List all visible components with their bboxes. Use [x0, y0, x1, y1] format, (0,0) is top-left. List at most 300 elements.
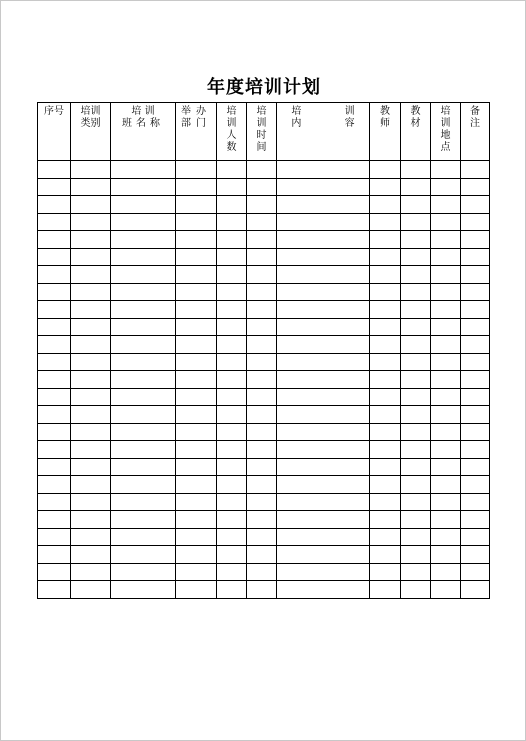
- page-title: 年度培训计划: [207, 77, 321, 98]
- header-xuhao: 序号: [38, 103, 71, 161]
- table-cell-peixun-didian[interactable]: [431, 248, 461, 266]
- table-cell-peixun-leibie[interactable]: [71, 423, 111, 441]
- table-cell-peixun-didian[interactable]: [431, 458, 461, 476]
- table-cell-jiaoshi[interactable]: [370, 511, 401, 529]
- table-cell-jiaocai[interactable]: [401, 528, 431, 546]
- table-cell-peixun-shijian[interactable]: [247, 371, 277, 389]
- header-peixun-shijian: 培 训 时 间: [247, 103, 277, 161]
- table-cell-peixun-shijian[interactable]: [247, 528, 277, 546]
- table-cell-beizhu[interactable]: [461, 493, 490, 511]
- table-cell-banming[interactable]: [111, 178, 176, 196]
- table-cell-banming[interactable]: [111, 406, 176, 424]
- table-cell-peixun-didian[interactable]: [431, 528, 461, 546]
- table-cell-banming[interactable]: [111, 476, 176, 494]
- table-cell-peixun-neirong[interactable]: [277, 231, 370, 249]
- table-cell-peixun-leibie[interactable]: [71, 371, 111, 389]
- table-cell-juban-bumen[interactable]: [176, 231, 217, 249]
- table-cell-xuhao[interactable]: [38, 406, 71, 424]
- table-cell-banming[interactable]: [111, 318, 176, 336]
- table-cell-jiaoshi[interactable]: [370, 458, 401, 476]
- table-cell-beizhu[interactable]: [461, 511, 490, 529]
- table-cell-juban-bumen[interactable]: [176, 441, 217, 459]
- table-cell-peixun-neirong[interactable]: [277, 161, 370, 179]
- table-cell-peixun-leibie[interactable]: [71, 196, 111, 214]
- table-cell-peixun-renshu[interactable]: [217, 371, 247, 389]
- table-cell-beizhu[interactable]: [461, 231, 490, 249]
- table-cell-juban-bumen[interactable]: [176, 563, 217, 581]
- table-row: [38, 388, 490, 406]
- table-cell-beizhu[interactable]: [461, 353, 490, 371]
- table-cell-peixun-neirong[interactable]: [277, 213, 370, 231]
- table-cell-peixun-leibie[interactable]: [71, 563, 111, 581]
- table-cell-jiaoshi[interactable]: [370, 493, 401, 511]
- table-cell-peixun-shijian[interactable]: [247, 563, 277, 581]
- table-cell-jiaocai[interactable]: [401, 336, 431, 354]
- table-cell-xuhao[interactable]: [38, 546, 71, 564]
- table-cell-xuhao[interactable]: [38, 388, 71, 406]
- table-cell-jiaoshi[interactable]: [370, 196, 401, 214]
- table-cell-xuhao[interactable]: [38, 196, 71, 214]
- table-row: [38, 318, 490, 336]
- table-cell-jiaoshi[interactable]: [370, 231, 401, 249]
- table-cell-peixun-leibie[interactable]: [71, 266, 111, 284]
- training-plan-table: [37, 102, 490, 599]
- table-cell-peixun-neirong[interactable]: [277, 458, 370, 476]
- table-cell-peixun-shijian[interactable]: [247, 213, 277, 231]
- table-cell-juban-bumen[interactable]: [176, 528, 217, 546]
- table-cell-jiaocai[interactable]: [401, 458, 431, 476]
- table-cell-jiaocai[interactable]: [401, 353, 431, 371]
- table-cell-peixun-neirong[interactable]: [277, 353, 370, 371]
- table-row: [38, 283, 490, 301]
- table-cell-jiaocai[interactable]: [401, 266, 431, 284]
- table-row: [38, 231, 490, 249]
- table-row: [38, 178, 490, 196]
- table-cell-peixun-neirong[interactable]: [277, 493, 370, 511]
- table-cell-peixun-leibie[interactable]: [71, 441, 111, 459]
- table-cell-juban-bumen[interactable]: [176, 511, 217, 529]
- table-cell-peixun-neirong[interactable]: [277, 423, 370, 441]
- table-cell-peixun-leibie[interactable]: [71, 511, 111, 529]
- table-cell-jiaocai[interactable]: [401, 196, 431, 214]
- table-cell-peixun-didian[interactable]: [431, 196, 461, 214]
- table-cell-juban-bumen[interactable]: [176, 458, 217, 476]
- table-cell-xuhao[interactable]: [38, 423, 71, 441]
- table-cell-banming[interactable]: [111, 248, 176, 266]
- table-cell-beizhu[interactable]: [461, 441, 490, 459]
- table-cell-banming[interactable]: [111, 581, 176, 599]
- table-cell-jiaocai[interactable]: [401, 423, 431, 441]
- table-cell-peixun-neirong[interactable]: [277, 266, 370, 284]
- table-cell-juban-bumen[interactable]: [176, 336, 217, 354]
- table-cell-peixun-shijian[interactable]: [247, 511, 277, 529]
- table-cell-peixun-neirong[interactable]: [277, 546, 370, 564]
- table-cell-peixun-neirong[interactable]: [277, 318, 370, 336]
- table-row: [38, 563, 490, 581]
- table-cell-peixun-shijian[interactable]: [247, 161, 277, 179]
- table-cell-peixun-leibie[interactable]: [71, 213, 111, 231]
- table-cell-juban-bumen[interactable]: [176, 248, 217, 266]
- table-cell-beizhu[interactable]: [461, 581, 490, 599]
- table-cell-peixun-neirong[interactable]: [277, 178, 370, 196]
- table-cell-jiaoshi[interactable]: [370, 318, 401, 336]
- table-cell-peixun-didian[interactable]: [431, 581, 461, 599]
- header-banming: 培 训 班名称: [111, 103, 176, 161]
- table-cell-peixun-leibie[interactable]: [71, 161, 111, 179]
- table-cell-peixun-neirong[interactable]: [277, 528, 370, 546]
- table-cell-peixun-leibie[interactable]: [71, 406, 111, 424]
- table-cell-peixun-didian[interactable]: [431, 336, 461, 354]
- table-cell-peixun-neirong[interactable]: [277, 388, 370, 406]
- table-cell-peixun-leibie[interactable]: [71, 546, 111, 564]
- table-cell-peixun-renshu[interactable]: [217, 511, 247, 529]
- table-cell-peixun-leibie[interactable]: [71, 248, 111, 266]
- table-cell-peixun-shijian[interactable]: [247, 318, 277, 336]
- table-cell-peixun-neirong[interactable]: [277, 441, 370, 459]
- table-cell-peixun-neirong[interactable]: [277, 476, 370, 494]
- table-cell-peixun-didian[interactable]: [431, 388, 461, 406]
- table-cell-jiaoshi[interactable]: [370, 336, 401, 354]
- table-cell-peixun-didian[interactable]: [431, 266, 461, 284]
- table-cell-xuhao[interactable]: [38, 231, 71, 249]
- table-cell-jiaocai[interactable]: [401, 213, 431, 231]
- table-row: [38, 161, 490, 179]
- table-cell-peixun-didian[interactable]: [431, 231, 461, 249]
- table-cell-jiaoshi[interactable]: [370, 353, 401, 371]
- table-cell-peixun-leibie[interactable]: [71, 301, 111, 319]
- table-row: [38, 196, 490, 214]
- header-jiaocai: 教 材: [401, 103, 431, 161]
- table-cell-peixun-didian[interactable]: [431, 178, 461, 196]
- table-row: [38, 353, 490, 371]
- table-cell-peixun-renshu[interactable]: [217, 318, 247, 336]
- table-cell-peixun-neirong[interactable]: [277, 336, 370, 354]
- table-cell-jiaoshi[interactable]: [370, 213, 401, 231]
- table-cell-peixun-renshu[interactable]: [217, 178, 247, 196]
- table-cell-peixun-renshu[interactable]: [217, 423, 247, 441]
- table-cell-jiaoshi[interactable]: [370, 371, 401, 389]
- table-cell-juban-bumen[interactable]: [176, 213, 217, 231]
- table-cell-banming[interactable]: [111, 196, 176, 214]
- table-cell-banming[interactable]: [111, 546, 176, 564]
- table-cell-jiaoshi[interactable]: [370, 178, 401, 196]
- table-cell-beizhu[interactable]: [461, 388, 490, 406]
- table-cell-juban-bumen[interactable]: [176, 353, 217, 371]
- table-cell-peixun-didian[interactable]: [431, 213, 461, 231]
- table-cell-xuhao[interactable]: [38, 301, 71, 319]
- table-cell-peixun-renshu[interactable]: [217, 546, 247, 564]
- table-cell-peixun-shijian[interactable]: [247, 406, 277, 424]
- table-cell-peixun-shijian[interactable]: [247, 388, 277, 406]
- header-peixun-didian: 培 训 地 点: [431, 103, 461, 161]
- table-cell-xuhao[interactable]: [38, 266, 71, 284]
- table-cell-xuhao[interactable]: [38, 161, 71, 179]
- table-cell-peixun-didian[interactable]: [431, 441, 461, 459]
- table-cell-banming[interactable]: [111, 441, 176, 459]
- table-cell-jiaocai[interactable]: [401, 248, 431, 266]
- header-peixun-renshu: 培 训 人 数: [217, 103, 247, 161]
- table-cell-beizhu[interactable]: [461, 546, 490, 564]
- table-cell-peixun-renshu[interactable]: [217, 388, 247, 406]
- table-cell-peixun-renshu[interactable]: [217, 476, 247, 494]
- table-cell-peixun-didian[interactable]: [431, 511, 461, 529]
- table-cell-peixun-neirong[interactable]: [277, 248, 370, 266]
- table-cell-xuhao[interactable]: [38, 283, 71, 301]
- table-cell-peixun-shijian[interactable]: [247, 353, 277, 371]
- table-cell-peixun-leibie[interactable]: [71, 476, 111, 494]
- table-cell-peixun-neirong[interactable]: [277, 196, 370, 214]
- table-cell-xuhao[interactable]: [38, 248, 71, 266]
- table-cell-juban-bumen[interactable]: [176, 318, 217, 336]
- table-cell-peixun-didian[interactable]: [431, 318, 461, 336]
- table-cell-banming[interactable]: [111, 161, 176, 179]
- table-cell-beizhu[interactable]: [461, 476, 490, 494]
- table-cell-jiaocai[interactable]: [401, 581, 431, 599]
- table-cell-jiaoshi[interactable]: [370, 546, 401, 564]
- table-cell-xuhao[interactable]: [38, 581, 71, 599]
- table-cell-peixun-renshu[interactable]: [217, 528, 247, 546]
- table-cell-jiaoshi[interactable]: [370, 406, 401, 424]
- table-cell-peixun-shijian[interactable]: [247, 231, 277, 249]
- table-cell-juban-bumen[interactable]: [176, 406, 217, 424]
- table-cell-juban-bumen[interactable]: [176, 196, 217, 214]
- table-cell-beizhu[interactable]: [461, 266, 490, 284]
- table-cell-peixun-didian[interactable]: [431, 423, 461, 441]
- table-cell-peixun-renshu[interactable]: [217, 231, 247, 249]
- table-cell-jiaoshi[interactable]: [370, 476, 401, 494]
- table-cell-banming[interactable]: [111, 283, 176, 301]
- table-cell-xuhao[interactable]: [38, 441, 71, 459]
- table-cell-jiaocai[interactable]: [401, 161, 431, 179]
- table-cell-peixun-shijian[interactable]: [247, 423, 277, 441]
- table-cell-juban-bumen[interactable]: [176, 581, 217, 599]
- table-cell-peixun-didian[interactable]: [431, 301, 461, 319]
- table-cell-beizhu[interactable]: [461, 406, 490, 424]
- table-cell-peixun-shijian[interactable]: [247, 476, 277, 494]
- table-cell-xuhao[interactable]: [38, 493, 71, 511]
- table-cell-jiaoshi[interactable]: [370, 248, 401, 266]
- table-cell-peixun-leibie[interactable]: [71, 528, 111, 546]
- table-cell-juban-bumen[interactable]: [176, 423, 217, 441]
- table-cell-banming[interactable]: [111, 528, 176, 546]
- table-cell-banming[interactable]: [111, 511, 176, 529]
- table-cell-peixun-renshu[interactable]: [217, 581, 247, 599]
- table-cell-peixun-leibie[interactable]: [71, 283, 111, 301]
- table-cell-xuhao[interactable]: [38, 511, 71, 529]
- table-cell-banming[interactable]: [111, 423, 176, 441]
- table-cell-beizhu[interactable]: [461, 528, 490, 546]
- table-cell-peixun-renshu[interactable]: [217, 283, 247, 301]
- table-cell-peixun-neirong[interactable]: [277, 406, 370, 424]
- table-cell-peixun-shijian[interactable]: [247, 178, 277, 196]
- table-cell-peixun-leibie[interactable]: [71, 493, 111, 511]
- table-cell-peixun-neirong[interactable]: [277, 581, 370, 599]
- table-cell-peixun-renshu[interactable]: [217, 353, 247, 371]
- table-cell-peixun-neirong[interactable]: [277, 511, 370, 529]
- table-cell-jiaoshi[interactable]: [370, 441, 401, 459]
- table-cell-peixun-shijian[interactable]: [247, 336, 277, 354]
- table-cell-xuhao[interactable]: [38, 318, 71, 336]
- table-cell-jiaocai[interactable]: [401, 476, 431, 494]
- table-cell-beizhu[interactable]: [461, 318, 490, 336]
- table-cell-jiaocai[interactable]: [401, 493, 431, 511]
- table-cell-peixun-leibie[interactable]: [71, 178, 111, 196]
- table-row: [38, 301, 490, 319]
- table-cell-peixun-shijian[interactable]: [247, 581, 277, 599]
- table-cell-peixun-neirong[interactable]: [277, 301, 370, 319]
- table-cell-juban-bumen[interactable]: [176, 493, 217, 511]
- table-cell-peixun-renshu[interactable]: [217, 213, 247, 231]
- table-cell-juban-bumen[interactable]: [176, 178, 217, 196]
- table-cell-jiaocai[interactable]: [401, 546, 431, 564]
- table-cell-peixun-renshu[interactable]: [217, 441, 247, 459]
- table-cell-juban-bumen[interactable]: [176, 161, 217, 179]
- table-cell-juban-bumen[interactable]: [176, 301, 217, 319]
- table-cell-xuhao[interactable]: [38, 563, 71, 581]
- table-cell-peixun-renshu[interactable]: [217, 248, 247, 266]
- table-cell-jiaoshi[interactable]: [370, 423, 401, 441]
- table-cell-peixun-shijian[interactable]: [247, 546, 277, 564]
- table-cell-jiaoshi[interactable]: [370, 581, 401, 599]
- table-cell-beizhu[interactable]: [461, 161, 490, 179]
- table-cell-jiaocai[interactable]: [401, 178, 431, 196]
- table-cell-peixun-renshu[interactable]: [217, 458, 247, 476]
- table-cell-banming[interactable]: [111, 493, 176, 511]
- table-cell-peixun-shijian[interactable]: [247, 266, 277, 284]
- table-cell-peixun-shijian[interactable]: [247, 493, 277, 511]
- header-row: [38, 103, 490, 161]
- table-row: [38, 423, 490, 441]
- table-cell-juban-bumen[interactable]: [176, 371, 217, 389]
- table-cell-xuhao[interactable]: [38, 213, 71, 231]
- table-cell-xuhao[interactable]: [38, 458, 71, 476]
- table-cell-peixun-leibie[interactable]: [71, 336, 111, 354]
- table-cell-beizhu[interactable]: [461, 196, 490, 214]
- table-cell-beizhu[interactable]: [461, 213, 490, 231]
- table-cell-peixun-renshu[interactable]: [217, 493, 247, 511]
- table-cell-peixun-neirong[interactable]: [277, 563, 370, 581]
- table-cell-banming[interactable]: [111, 353, 176, 371]
- table-cell-jiaocai[interactable]: [401, 563, 431, 581]
- table-cell-jiaocai[interactable]: [401, 283, 431, 301]
- table-cell-peixun-didian[interactable]: [431, 406, 461, 424]
- table-cell-peixun-shijian[interactable]: [247, 283, 277, 301]
- table-cell-peixun-shijian[interactable]: [247, 441, 277, 459]
- table-cell-banming[interactable]: [111, 301, 176, 319]
- table-cell-peixun-renshu[interactable]: [217, 161, 247, 179]
- table-cell-banming[interactable]: [111, 371, 176, 389]
- table-cell-banming[interactable]: [111, 563, 176, 581]
- table-cell-peixun-neirong[interactable]: [277, 283, 370, 301]
- table-cell-jiaocai[interactable]: [401, 441, 431, 459]
- table-cell-xuhao[interactable]: [38, 371, 71, 389]
- table-cell-peixun-didian[interactable]: [431, 563, 461, 581]
- table-cell-banming[interactable]: [111, 388, 176, 406]
- table-cell-peixun-shijian[interactable]: [247, 458, 277, 476]
- table-row: [38, 336, 490, 354]
- table-cell-peixun-renshu[interactable]: [217, 301, 247, 319]
- table-cell-peixun-renshu[interactable]: [217, 266, 247, 284]
- table-cell-beizhu[interactable]: [461, 283, 490, 301]
- table-cell-beizhu[interactable]: [461, 301, 490, 319]
- table-cell-peixun-shijian[interactable]: [247, 196, 277, 214]
- table-cell-xuhao[interactable]: [38, 353, 71, 371]
- table-cell-beizhu[interactable]: [461, 178, 490, 196]
- table-cell-xuhao[interactable]: [38, 528, 71, 546]
- table-cell-beizhu[interactable]: [461, 371, 490, 389]
- table-cell-jiaocai[interactable]: [401, 511, 431, 529]
- table-row: [38, 493, 490, 511]
- table-cell-juban-bumen[interactable]: [176, 266, 217, 284]
- table-cell-jiaoshi[interactable]: [370, 528, 401, 546]
- table-cell-peixun-leibie[interactable]: [71, 458, 111, 476]
- table-row: [38, 371, 490, 389]
- table-cell-beizhu[interactable]: [461, 458, 490, 476]
- table-cell-banming[interactable]: [111, 231, 176, 249]
- table-cell-peixun-renshu[interactable]: [217, 406, 247, 424]
- table-cell-peixun-leibie[interactable]: [71, 231, 111, 249]
- table-cell-peixun-didian[interactable]: [431, 161, 461, 179]
- table-cell-jiaoshi[interactable]: [370, 283, 401, 301]
- table-cell-jiaocai[interactable]: [401, 301, 431, 319]
- table-cell-jiaocai[interactable]: [401, 371, 431, 389]
- table-cell-jiaoshi[interactable]: [370, 301, 401, 319]
- table-cell-peixun-renshu[interactable]: [217, 196, 247, 214]
- table-cell-peixun-didian[interactable]: [431, 283, 461, 301]
- table-cell-peixun-didian[interactable]: [431, 493, 461, 511]
- table-cell-peixun-didian[interactable]: [431, 371, 461, 389]
- table-cell-xuhao[interactable]: [38, 336, 71, 354]
- table-cell-juban-bumen[interactable]: [176, 546, 217, 564]
- table-cell-beizhu[interactable]: [461, 423, 490, 441]
- table-cell-peixun-leibie[interactable]: [71, 581, 111, 599]
- table-cell-xuhao[interactable]: [38, 476, 71, 494]
- table-cell-jiaocai[interactable]: [401, 406, 431, 424]
- table-cell-juban-bumen[interactable]: [176, 476, 217, 494]
- table-cell-peixun-neirong[interactable]: [277, 371, 370, 389]
- table-cell-banming[interactable]: [111, 336, 176, 354]
- table-cell-jiaoshi[interactable]: [370, 388, 401, 406]
- table-cell-jiaocai[interactable]: [401, 388, 431, 406]
- table-cell-jiaoshi[interactable]: [370, 161, 401, 179]
- table-cell-beizhu[interactable]: [461, 336, 490, 354]
- table-cell-peixun-shijian[interactable]: [247, 301, 277, 319]
- table-cell-peixun-renshu[interactable]: [217, 563, 247, 581]
- table-cell-jiaocai[interactable]: [401, 318, 431, 336]
- table-cell-jiaoshi[interactable]: [370, 563, 401, 581]
- table-cell-xuhao[interactable]: [38, 178, 71, 196]
- table-cell-peixun-shijian[interactable]: [247, 248, 277, 266]
- table-cell-juban-bumen[interactable]: [176, 388, 217, 406]
- table-cell-jiaoshi[interactable]: [370, 266, 401, 284]
- table-cell-jiaocai[interactable]: [401, 231, 431, 249]
- table-cell-banming[interactable]: [111, 458, 176, 476]
- table-cell-peixun-renshu[interactable]: [217, 336, 247, 354]
- table-row: [38, 406, 490, 424]
- table-row: [38, 458, 490, 476]
- table-cell-peixun-leibie[interactable]: [71, 353, 111, 371]
- table-cell-banming[interactable]: [111, 266, 176, 284]
- table-cell-juban-bumen[interactable]: [176, 283, 217, 301]
- table-cell-beizhu[interactable]: [461, 563, 490, 581]
- table-cell-peixun-leibie[interactable]: [71, 388, 111, 406]
- table-cell-beizhu[interactable]: [461, 248, 490, 266]
- table-cell-peixun-didian[interactable]: [431, 546, 461, 564]
- table-cell-peixun-didian[interactable]: [431, 476, 461, 494]
- table-cell-peixun-leibie[interactable]: [71, 318, 111, 336]
- table-cell-peixun-didian[interactable]: [431, 353, 461, 371]
- table-cell-banming[interactable]: [111, 213, 176, 231]
